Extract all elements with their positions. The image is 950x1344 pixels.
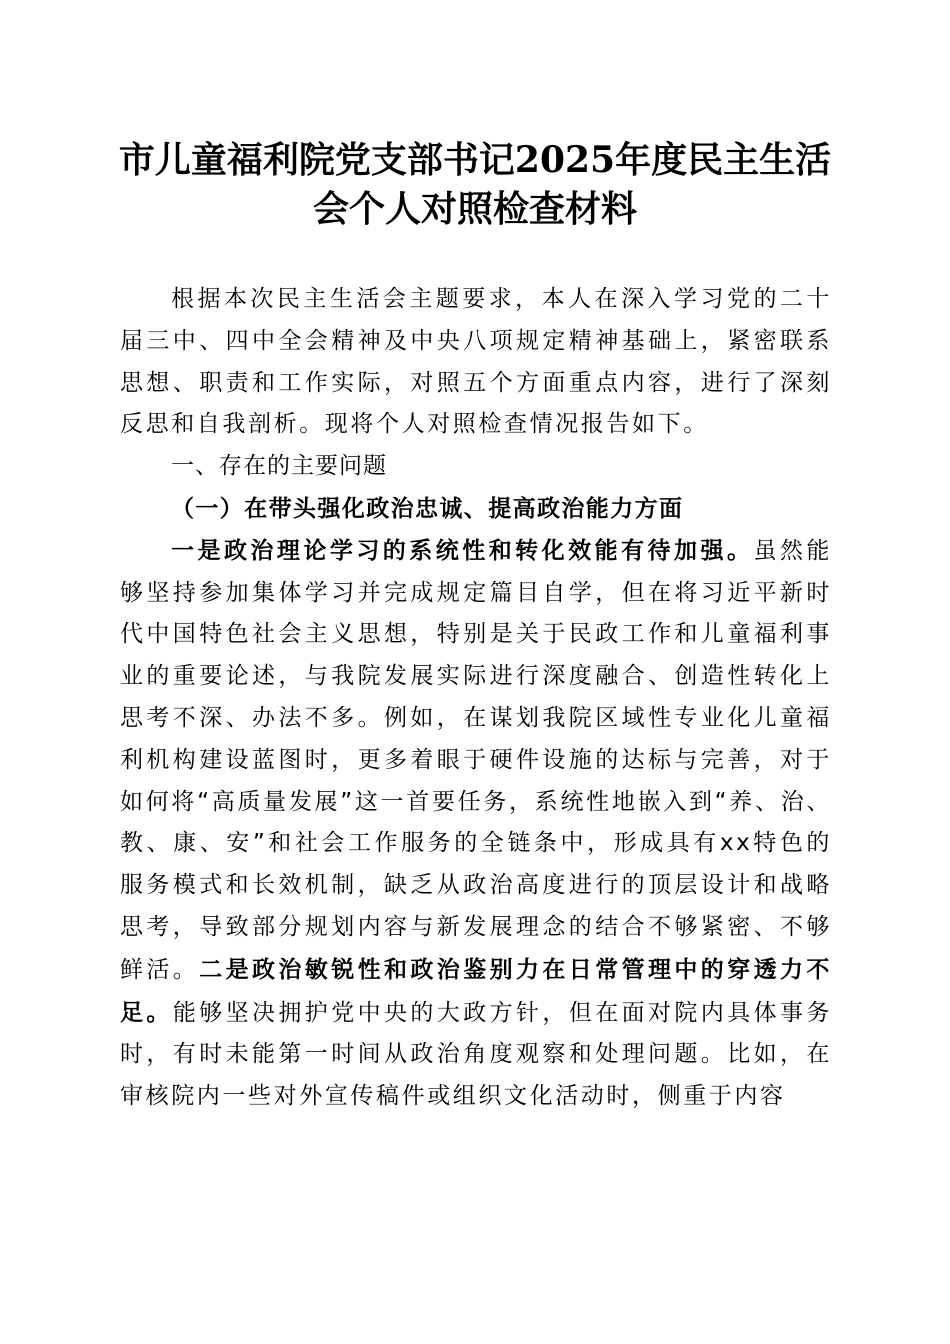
intro-paragraph: 根据本次民主生活会主题要求，本人在深入学习党的二十届三中、四中全会精神及中央八项规定精神基础上，紧密联系思想、职责和工作实际，对照五个方面重点内容，进行了深刻反思和自我剖析。现将个人对照检查情况报告如下。 [120, 286, 832, 438]
problems-paragraph [120, 530, 832, 1118]
point-1-lead: 一是政治理论学习的系统性和转化效能有待加强。 [171, 536, 754, 564]
point-2-body: 能够坚决拥护党中央的大政方针，但在面对院内具体事务时，有时未能第一时间从政治角度观察和处理问题。比如，在审核院内一些对外宣传稿件或组织文化活动时，侧重于内容 [120, 999, 833, 1110]
title-line-2: 会个人对照检查材料 [312, 188, 637, 230]
subsection-heading-political-loyalty: （一）在带头强化政治忠诚、提高政治能力方面 [171, 494, 684, 522]
title-line-1: 市儿童福利院党支部书记2025年度民主生活 [118, 139, 832, 181]
document-title [100, 136, 850, 234]
document-body [120, 279, 832, 1118]
point-1-body: 虽然能够坚持参加集体学习并完成规定篇目自学，但在将习近平新时代中国特色社会主义思想，特别是关于民政工作和儿童福利事业的重要论述，与我院发展实际进行深度融合、创造性转化上思考不深、办法不多。例如，在谋划我院区域性专业化儿童福利机构建设蓝图时，更多着眼于硬件设施的达标与完善，对于如何将“高质量发展”这一首要任务，系统性地嵌入到“养、治、教、康、安”和社会工作服务的全链条中，形成具有xx特色的服务模式和长效机制，缺乏从政治高度进行的顶层设计和战略思考，导致部分规划内容与新发展理念的结合不够紧密、不够鲜活。 [120, 537, 832, 983]
section-heading-problems: 一、存在的主要问题 [171, 453, 387, 480]
point-2-lead: 二是政治敏锐性和政治鉴别力在日常管理中的穿透力不足。 [120, 955, 832, 1026]
